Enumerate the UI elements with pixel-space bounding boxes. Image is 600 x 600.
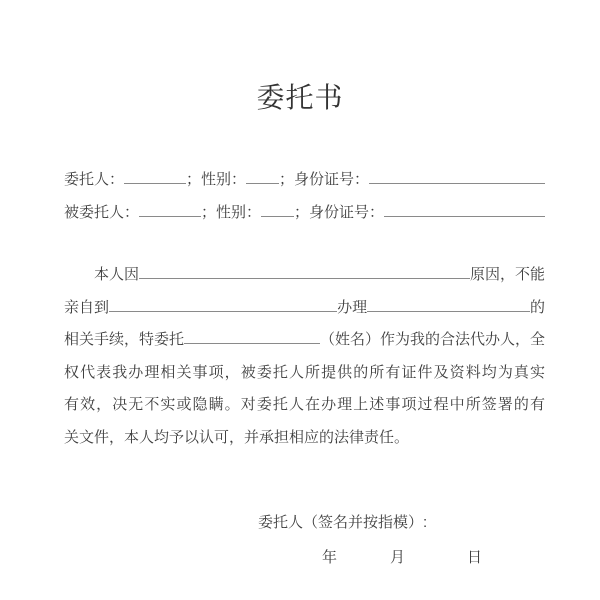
place-blank-line [109, 311, 337, 312]
body-line-1-post: 原因，不能 [469, 266, 545, 283]
signature-label: 委托人（签名并按指模）: [258, 514, 428, 531]
principal-gender-blank-line [246, 183, 279, 184]
principal-info-row [64, 163, 545, 196]
agent-id-label: ；身份证号： [294, 204, 385, 221]
agent-gender-label: ；性别： [201, 204, 262, 221]
agent-gender-blank-line [261, 216, 294, 217]
principal-name-blank-line [124, 183, 186, 184]
body-line-5: 有效，决无不实或隐瞒。对委托人在办理上述事项过程中所签署的有 [64, 396, 545, 413]
body-line-2-pre: 亲自到 [64, 298, 110, 316]
body-line-3-post: （姓名）作为我的合法代办人，全 [319, 331, 545, 348]
agent-name-fill-blank-line [184, 343, 320, 344]
principal-gender-label: ；性别： [186, 171, 247, 188]
body-line-1 [64, 259, 545, 292]
date-line [322, 547, 482, 569]
body-line-2-mid: 办理 [337, 298, 368, 316]
reason-blank-line [139, 278, 470, 279]
agent-id-blank-line [384, 216, 545, 217]
body-line-6: 关文件，本人均予以认可，并承担相应的法律责任。 [64, 428, 410, 446]
date-month-label: 月 [390, 549, 406, 566]
body-line-2 [64, 292, 545, 325]
principal-id-label: ；身份证号： [279, 171, 370, 188]
body-line-3-pre: 相关手续，特委托 [64, 331, 185, 348]
principal-label: 委托人： [64, 171, 125, 188]
matter-blank-line [367, 311, 530, 312]
date-year-label: 年 [322, 549, 338, 566]
body-line-1-pre: 本人因 [94, 266, 140, 283]
agent-info-row [64, 196, 545, 229]
body-line-3 [64, 324, 545, 357]
principal-id-blank-line [369, 183, 545, 184]
agent-name-blank-line [139, 216, 201, 217]
body-paragraph [64, 259, 545, 454]
agent-label: 被委托人： [64, 204, 140, 221]
date-day-label: 日 [467, 549, 483, 566]
document-title: 委托书 [256, 82, 344, 113]
body-line-2-post: 的 [529, 298, 545, 316]
parties-info-block [64, 163, 545, 229]
body-line-4: 权代表我办理相关事项，被委托人所提供的所有证件及资料均为真实 [64, 363, 545, 381]
